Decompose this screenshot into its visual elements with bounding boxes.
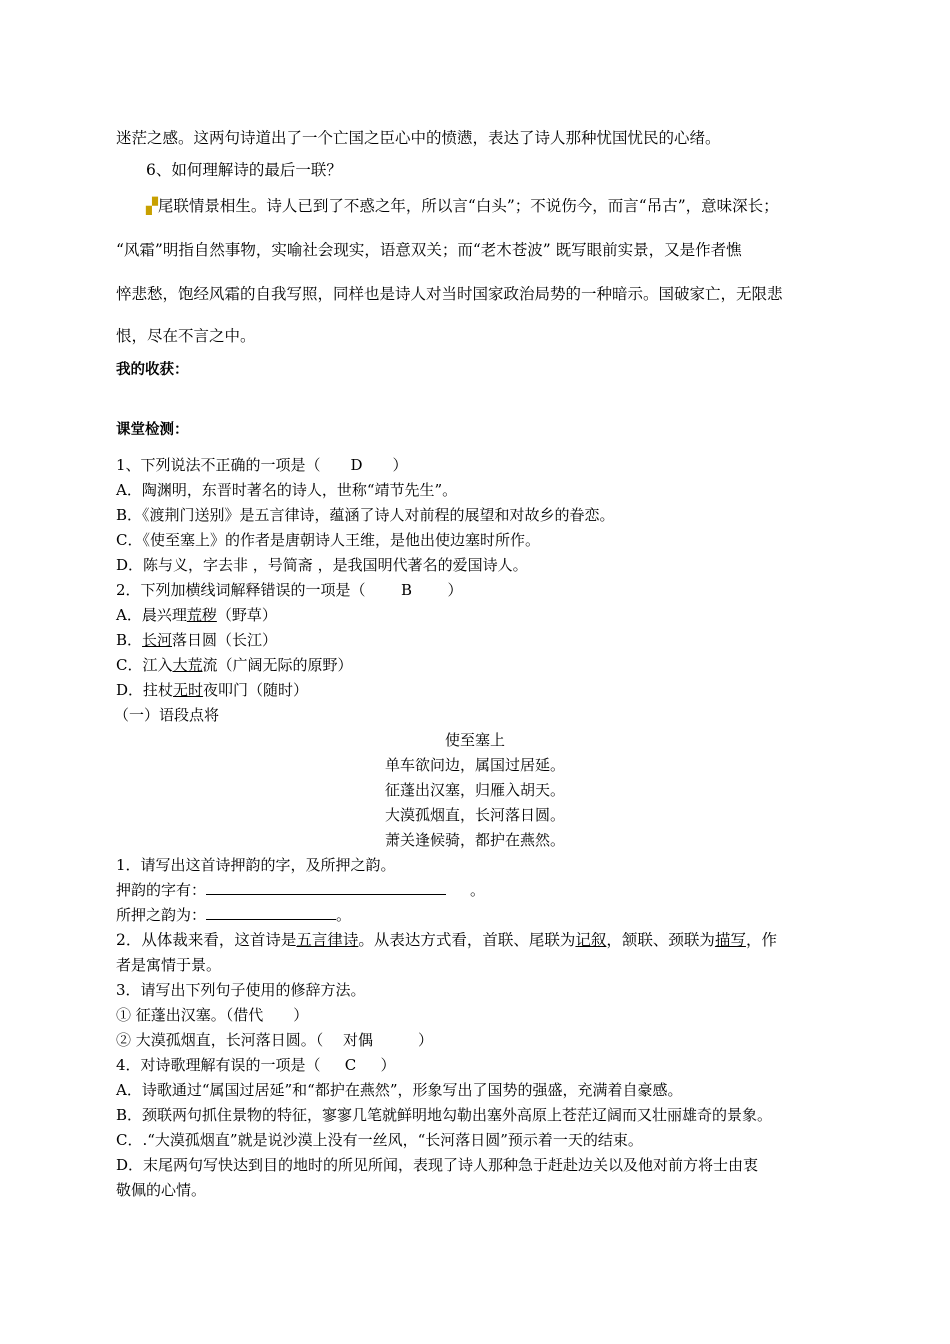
- q1-stem: 1、下列说法不正确的一项是（ D ）: [116, 456, 408, 474]
- answer-paragraph-line: [146, 196, 779, 216]
- pq4-stem: 4．对诗歌理解有误的一项是（ C ）: [116, 1056, 396, 1074]
- pq3-question: 3．请写出下列句子使用的修辞方法。: [116, 981, 366, 999]
- pq4-option: C．.“大漠孤烟直”就是说沙漠上没有一丝风，“长河落日圆”预示着一天的结束。: [116, 1131, 643, 1149]
- section-heading: （一）语段点将: [114, 706, 220, 724]
- q2-option: C．江入大荒流（广阔无际的原野）: [116, 656, 353, 674]
- pq2-line: 2．从体裁来看，这首诗是五言律诗。从表达方式看，首联、尾联为记叙，颔联、颈联为描写，作: [116, 931, 777, 949]
- pq4-answer: C: [344, 1056, 357, 1074]
- q2-option: B．长河落日圆（长江）: [116, 631, 278, 649]
- rhyme-chars-blank[interactable]: [206, 880, 446, 895]
- poem-line: 萧关逢候骑，都护在燕然。: [384, 831, 565, 849]
- question-6: 6、如何理解诗的最后一联？: [146, 161, 342, 179]
- pq2-line: 者是寓情于景。: [116, 956, 222, 974]
- answer-text: 尾联情景相生。诗人已到了不惑之年，所以言“白头”；不说伤今，而言“吊古”，意味深长；: [157, 197, 779, 215]
- answer-continuation: 迷茫之感。这两句诗道出了一个亡国之臣心中的愤懑，表达了诗人那种忧国忧民的心绪。: [116, 129, 721, 147]
- pq3-item: ② 大漠孤烟直，长河落日圆。（ 对偶 ）: [116, 1031, 434, 1049]
- pq4-option: A．诗歌通过“属国过居延”和“都护在燕然”，形象写出了国势的强盛，充满着自豪感。: [116, 1081, 683, 1099]
- q2-stem: 2．下列加横线词解释错误的一项是（ B ）: [116, 581, 463, 599]
- q1-option: B．《渡荆门送别》是五言律诗，蕴涵了诗人对前程的展望和对故乡的眷恋。: [116, 506, 615, 524]
- edit-mark-icon: ▞: [146, 197, 158, 215]
- pq4-option: B．颈联两句抓住景物的特征，寥寥几笔就鲜明地勾勒出塞外高原上苍茫辽阔而又壮丽雄奇的景象。: [116, 1106, 773, 1124]
- q1-option: A．陶渊明，东晋时著名的诗人，世称“靖节先生”。: [116, 481, 458, 499]
- pq1-question: 1．请写出这首诗押韵的字，及所押之韵。: [116, 856, 396, 874]
- check-heading: 课堂检测：: [116, 422, 189, 438]
- poem-title: 使至塞上: [444, 731, 505, 749]
- rhyme-line: 所押之韵为： 。: [116, 906, 352, 924]
- poem-line: 单车欲问边，属国过居延。: [384, 756, 565, 774]
- pq3-item: ① 征蓬出汉塞。（借代 ）: [116, 1006, 309, 1024]
- rhyme-blank[interactable]: [206, 905, 336, 920]
- gains-heading: 我的收获：: [116, 362, 189, 378]
- q1-answer: D: [350, 456, 363, 474]
- pq4-option: D．末尾两句写快达到目的地时的所见所闻，表现了诗人那种急于赶赴边关以及他对前方将士由衷: [116, 1156, 759, 1174]
- answer-paragraph-line: “风霜”明指自然事物，实喻社会现实，语意双关；而“老木苍波” 既写眼前实景，又是作者憔: [116, 241, 742, 259]
- q2-option: A．晨兴理荒秽（野草）: [116, 606, 277, 624]
- rhyme-chars-line: 押韵的字有： 。: [116, 881, 486, 899]
- poem-line: 征蓬出汉塞，归雁入胡天。: [384, 781, 565, 799]
- q1-option: D．陈与义，字去非 ，号简斋 ，是我国明代著名的爱国诗人。: [116, 556, 528, 574]
- answer-paragraph-line: 悴悲愁，饱经风霜的自我写照，同样也是诗人对当时国家政治局势的一种暗示。国破家亡，无限悲: [116, 285, 783, 303]
- q2-answer: B: [401, 581, 413, 599]
- pq4-option: 敬佩的心情。: [116, 1181, 207, 1199]
- answer-paragraph-line: 恨，尽在不言之中。: [116, 327, 256, 345]
- q1-option: C．《使至塞上》的作者是唐朝诗人王维，是他出使边塞时所作。: [116, 531, 540, 549]
- poem-line: 大漠孤烟直，长河落日圆。: [384, 806, 565, 824]
- q2-option: D．拄杖无时夜叩门（随时）: [116, 681, 309, 699]
